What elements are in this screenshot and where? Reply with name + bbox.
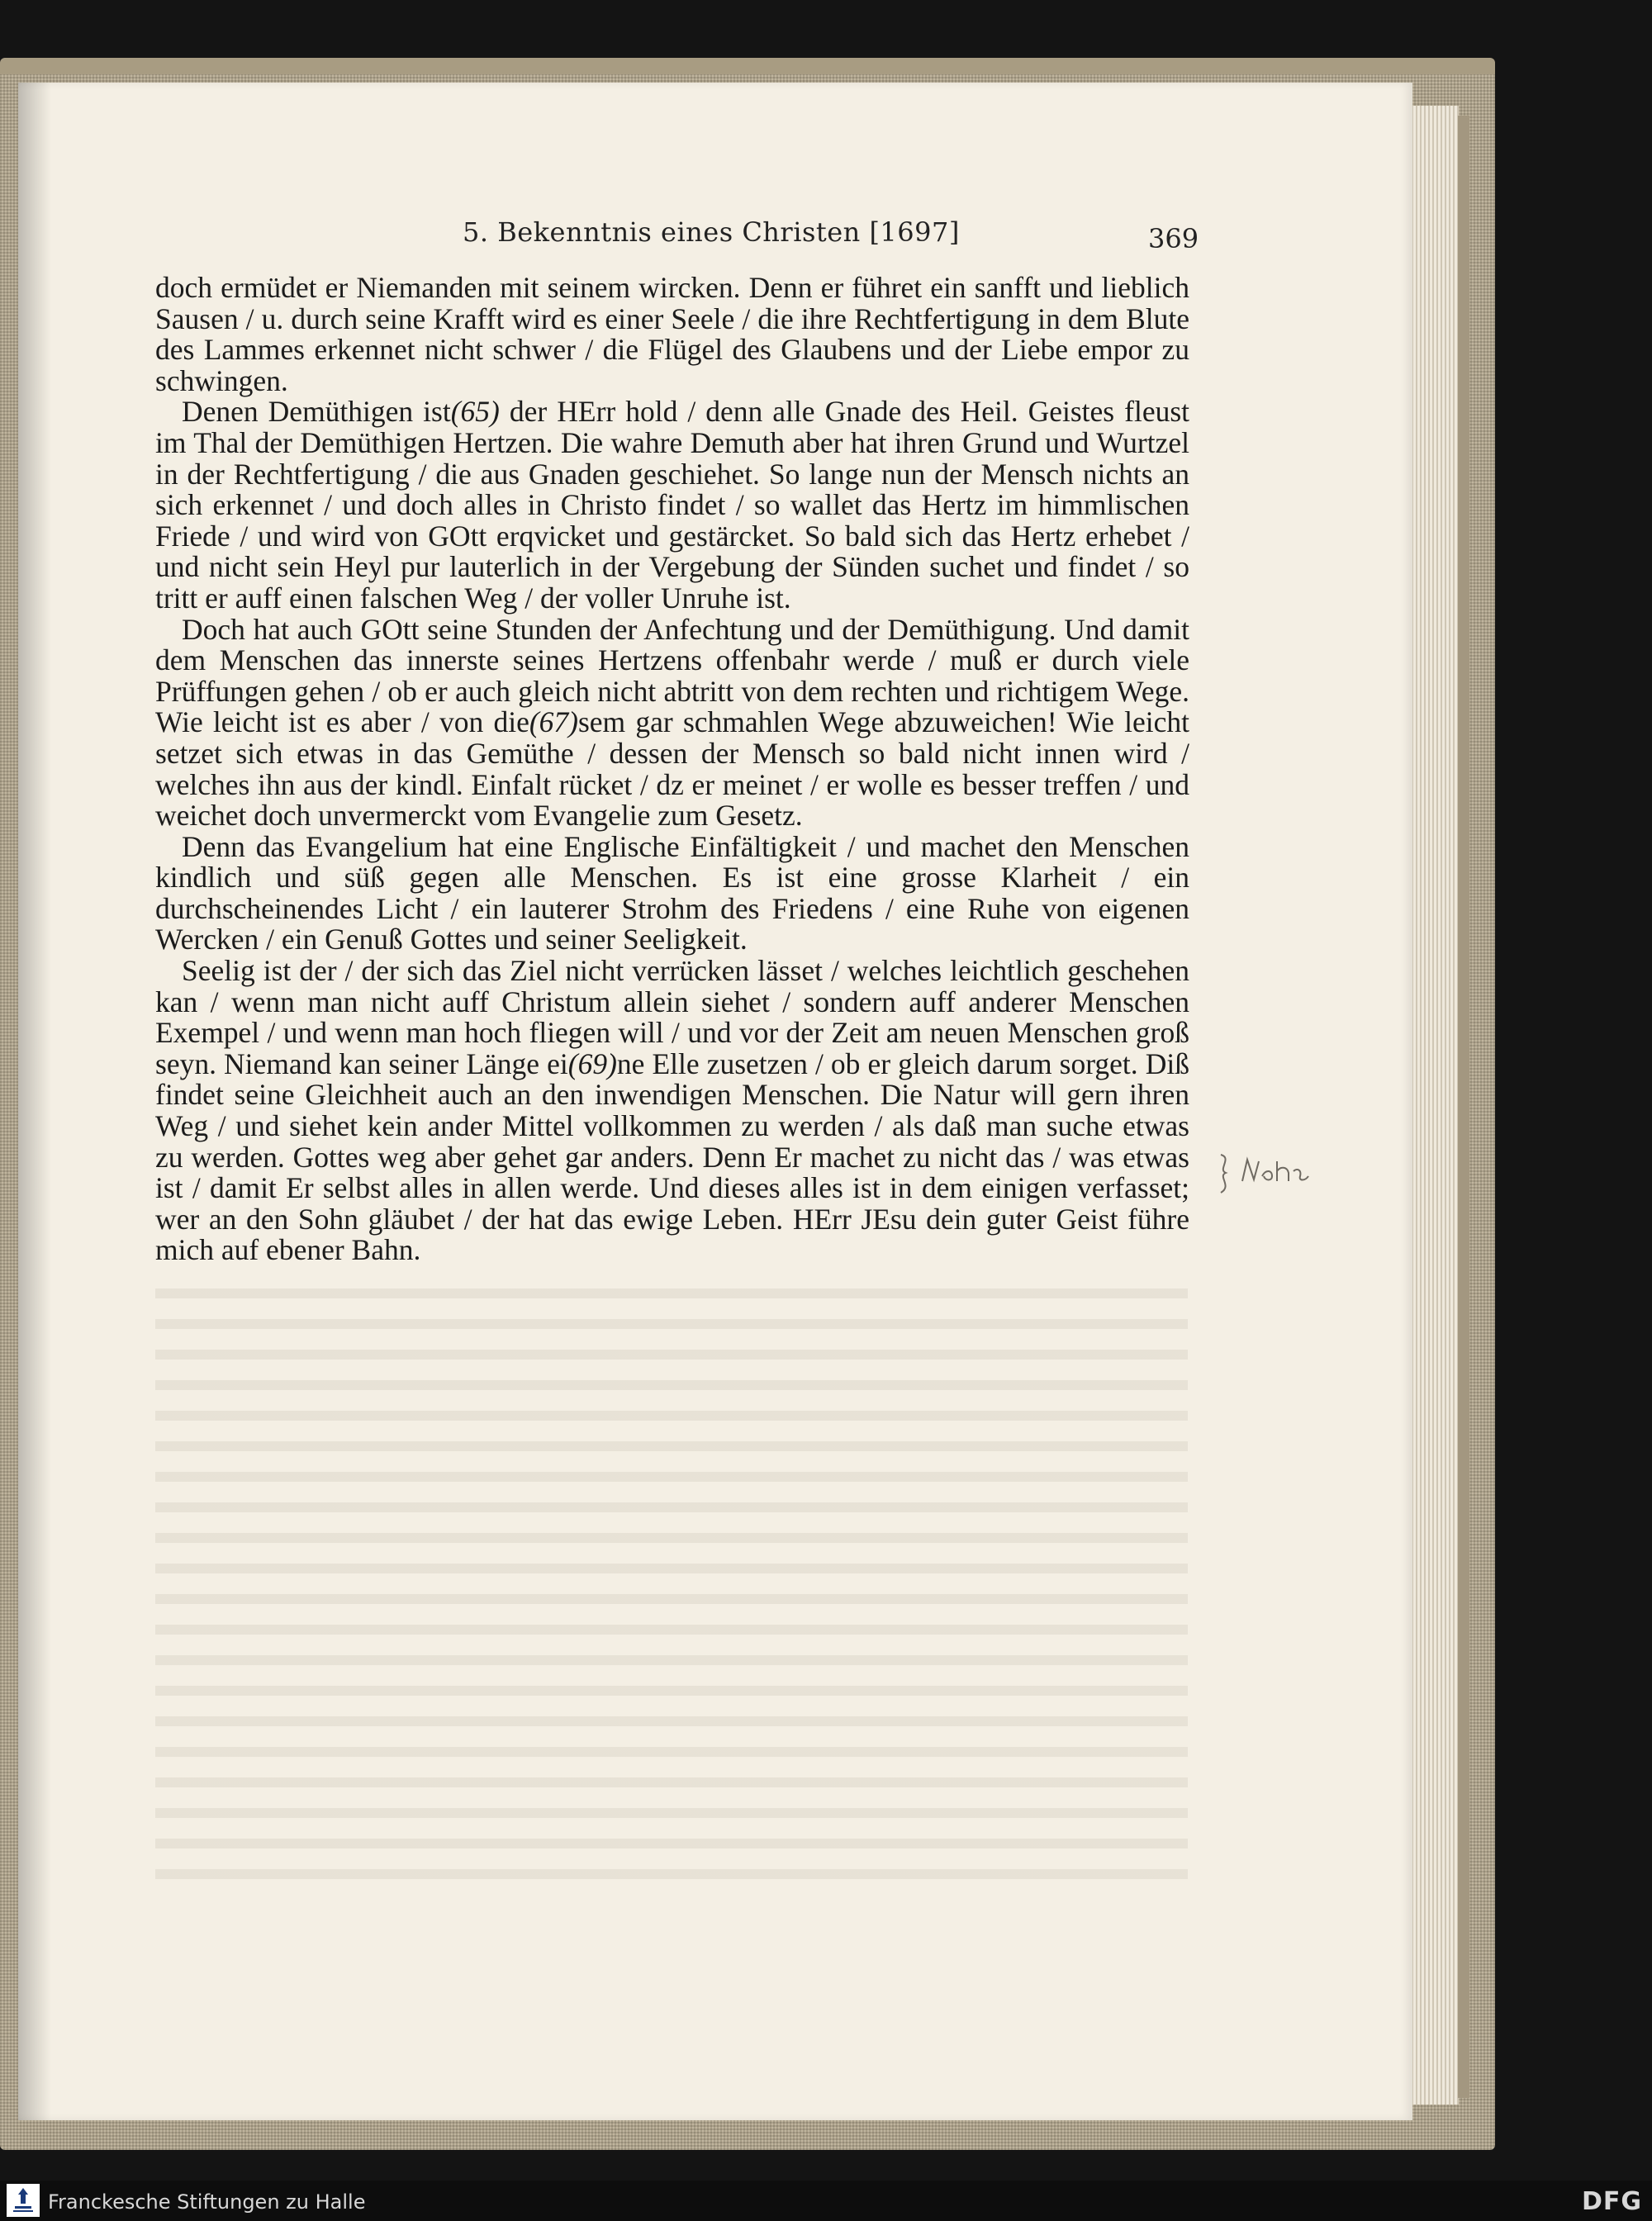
paragraph: Doch hat auch GOtt seine Stunden der Anfechtung und der Demüthigung. Und damit dem Menschen das innerste seines Hertzens offenbahr werde / muß er durch viele Prüffungen gehen / ob er auch gleich nicht abtritt von dem rechten und richtigem Wege. Wie leicht ist es aber / von die(67)sem gar schmahlen Wege abzuweichen! Wie leicht setzet sich etwas in das Gemüthe / dessen der Mensch so bald nicht innen wird / welches ihn aus der kindl. Einfalt rücket / dz er meinet / er wolle es besser treffen / und weichet doch unvermerckt vom Evangelie zum Gesetz. <box>155 612 1189 833</box>
dfg-logo: DFG <box>1581 2187 1642 2216</box>
paragraph: Denen Demüthigen ist(65) der HErr hold / denn alle Gnade des Heil. Geistes fleust im Thal der Demüthigen Hertzen. Die wahre Demuth aber hat ihren Grund und Wurtzel in der Rechtfertigung / die aus Gnaden geschiehet. So lange nun der Mensch nichts an sich erkennet / und doch alles in Christo findet / so wallet das Hertz im himmlischen Friede / und wird von GOtt erqvicket und gestärcket. So bald sich das Hertz erhebet / und nicht sein Heyl pur lauterlich in der Vergebung der Sünden suchet und findet / so tritt er auff einen falschen Weg / der voller Unruhe ist. <box>155 395 1190 615</box>
institution-logo-icon <box>7 2184 40 2217</box>
paragraph: doch ermüdet er Niemanden mit seinem wircken. Denn er führet ein sanfft und lieblich Sausen / u. durch seine Krafft wird es einer Seele / die ihre Rechtfertigung in dem Blute des Lammes erkennet nicht schwer / die Flügel des Glaubens und der Liebe empor zu schwingen. <box>155 271 1189 397</box>
page-stack-shadow <box>1458 116 1469 2098</box>
page-marker: (69) <box>567 1046 617 1080</box>
footer-bar <box>0 2181 1652 2221</box>
page-marker: (65) <box>450 395 500 429</box>
page-number: 369 <box>1148 223 1199 254</box>
page-gutter-shadow <box>18 83 51 2120</box>
handwritten-margin-note <box>1214 1148 1330 1198</box>
paragraph: Denn das Evangelium hat eine Englische Einfältigkeit / und machet den Menschen kindlich und süß gegen alle Menschen. Es ist eine grosse Klarheit / ein durchscheinendes Licht / ein lauterer Strohm des Friedens / eine Ruhe von eigenen Wercken / ein Genuß Gottes und seiner Seeligkeit. <box>155 829 1189 956</box>
book-cover-top-edge <box>0 58 1495 74</box>
body-text <box>155 273 1189 1266</box>
paragraph: Seelig ist der / der sich das Ziel nicht verrücken lässet / welches leichtlich geschehen kan / wenn man nicht auff Christum allein siehet / sondern auff anderer Menschen Exempel / und wenn man hoch fliegen will / und vor der Zeit am neuen Menschen groß seyn. Niemand kan seiner Länge ei(69)ne Elle zusetzen / ob er gleich darum sorget. Diß findet seine Gleichheit auch an den inwendigen Menschen. Die Natur will gern ihren Weg / und siehet kein ander Mittel vollkommen zu werden / als daß man suche etwas zu werden. Gottes weg aber gehet gar anders. Denn Er machet zu nicht das / was etwas ist / damit Er selbst alles in allen werde. Und dieses alles ist in dem einigen verfasset; wer an den Sohn gläubet / der hat das ewige Leben. HErr JEsu dein guter Geist führe mich auf ebener Bahn. <box>155 954 1189 1267</box>
page-marker: (67) <box>529 705 578 739</box>
institution-name: Franckesche Stiftungen zu Halle <box>48 2190 366 2214</box>
running-head: 5. Bekenntnis eines Christen [1697] <box>463 216 960 248</box>
